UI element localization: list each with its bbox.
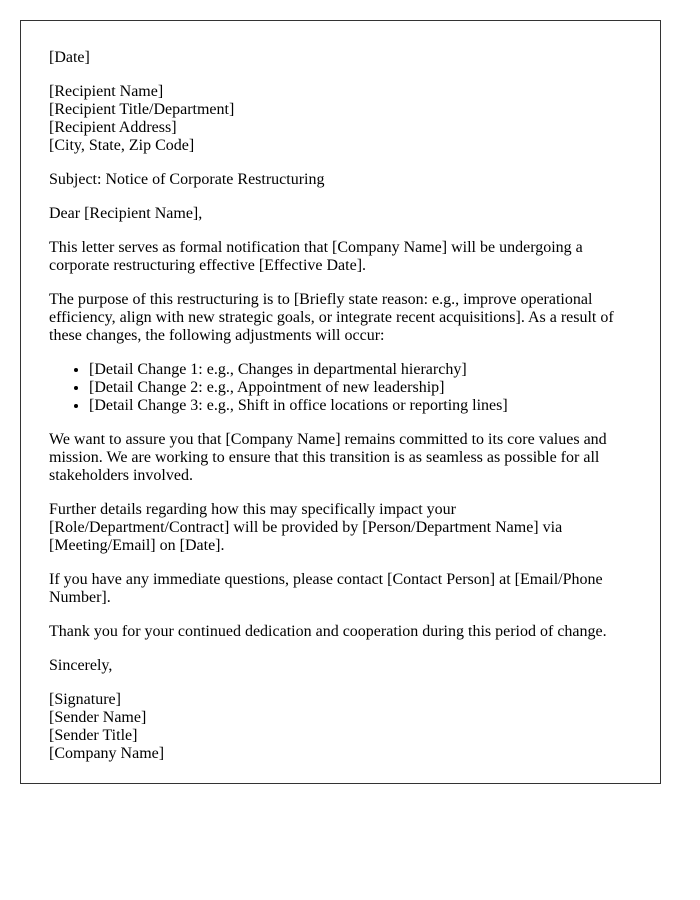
questions-paragraph: If you have any immediate questions, please contact [Contact Person] at [Email/Phone Number]. [49, 571, 603, 606]
recipient-address: [Recipient Address] [49, 119, 177, 136]
closing: Sincerely, [49, 657, 113, 674]
recipient-name: [Recipient Name] [49, 83, 164, 100]
details-paragraph: Further details regarding how this may specifically impact your [Role/Department/Contract] will be provided by [Person/Department Name] via [Meeting/Email] on [Date]. [49, 501, 563, 554]
sender-title: [Sender Title] [49, 727, 138, 744]
recipient-city: [City, State, Zip Code] [49, 137, 195, 154]
list-item: • [Detail Change 2: e.g., Appointment of new leadership] [89, 379, 632, 397]
changes-list [49, 361, 632, 415]
thanks-paragraph: Thank you for your continued dedication and cooperation during this period of change. [49, 623, 607, 640]
purpose-paragraph: The purpose of this restructuring is to [Briefly state reason: e.g., improve operational efficiency, align with new strategic goals, or integrate recent acquisitions]. As a result of these changes, the following adjustments will occur: [49, 291, 614, 344]
list-item: • [Detail Change 1: e.g., Changes in departmental hierarchy] [89, 361, 632, 379]
company-name: [Company Name] [49, 745, 165, 762]
signature: [Signature] [49, 691, 121, 708]
list-item: • [Detail Change 3: e.g., Shift in office locations or reporting lines] [89, 397, 632, 415]
date: [Date] [49, 49, 90, 66]
subject: Subject: Notice of Corporate Restructuring [49, 171, 325, 188]
assurance-paragraph: We want to assure you that [Company Name] remains committed to its core values and mission. We are working to ensure that this transition is as seamless as possible for all stakeholders involved. [49, 431, 607, 484]
recipient-block [49, 83, 632, 155]
sender-name: [Sender Name] [49, 709, 147, 726]
recipient-title: [Recipient Title/Department] [49, 101, 235, 118]
letter [20, 20, 661, 784]
intro-paragraph: This letter serves as formal notification that [Company Name] will be undergoing a corporate restructuring effective [Effective Date]. [49, 239, 583, 274]
salutation: Dear [Recipient Name], [49, 205, 203, 222]
signature-block [49, 691, 632, 763]
